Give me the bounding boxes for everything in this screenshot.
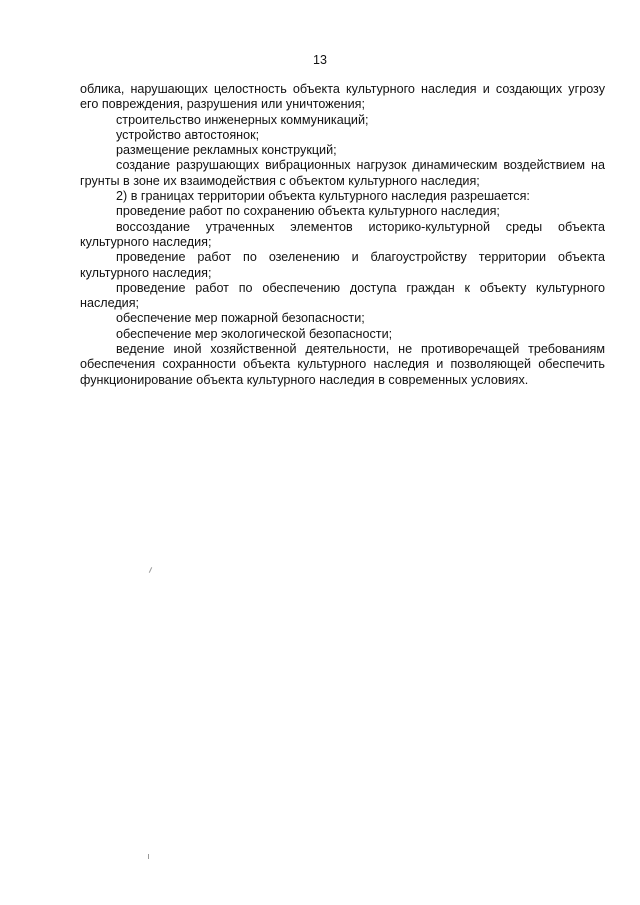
text-line: ведение иной хозяйственной деятельности, не противоречащей требованиям	[116, 342, 605, 357]
text-line: размещение рекламных конструкций;	[116, 143, 337, 158]
scan-mark	[148, 854, 149, 859]
page-number: 13	[313, 53, 327, 67]
text-line: облика, нарушающих целостность объекта культурного наследия и создающих угрозу	[80, 82, 605, 96]
text-line: обеспечения сохранности объекта культурного наследия и позволяющей обеспечить	[80, 357, 605, 372]
document-body	[80, 82, 605, 388]
text-line: строительство инженерных коммуникаций;	[116, 112, 369, 127]
text-line: его повреждения, разрушения или уничтожения;	[80, 97, 365, 112]
text-line: функционирование объекта культурного наследия в современных условиях.	[80, 372, 529, 387]
text-line: проведение работ по озеленению и благоустройству территории объекта	[116, 250, 605, 265]
text-line: создание разрушающих вибрационных нагрузок динамическим воздействием на	[116, 158, 605, 173]
text-line: проведение работ по сохранению объекта культурного наследия;	[116, 204, 500, 219]
text-line: культурного наследия;	[80, 265, 212, 280]
text-line: проведение работ по обеспечению доступа граждан к объекту культурного	[116, 280, 605, 295]
text-line: обеспечение мер пожарной безопасности;	[116, 311, 365, 326]
text-line: наследия;	[80, 296, 140, 311]
text-line: культурного наследия;	[80, 234, 212, 249]
text-line: грунты в зоне их взаимодействия с объектом культурного наследия;	[80, 173, 480, 188]
scan-mark	[149, 567, 152, 573]
text-line: обеспечение мер экологической безопасности;	[116, 326, 393, 341]
text-line: устройство автостоянок;	[116, 127, 260, 142]
text-line: 2) в границах территории объекта культурного наследия разрешается:	[116, 189, 530, 204]
text-line: воссоздание утраченных элементов историко-культурной среды объекта	[116, 219, 605, 234]
